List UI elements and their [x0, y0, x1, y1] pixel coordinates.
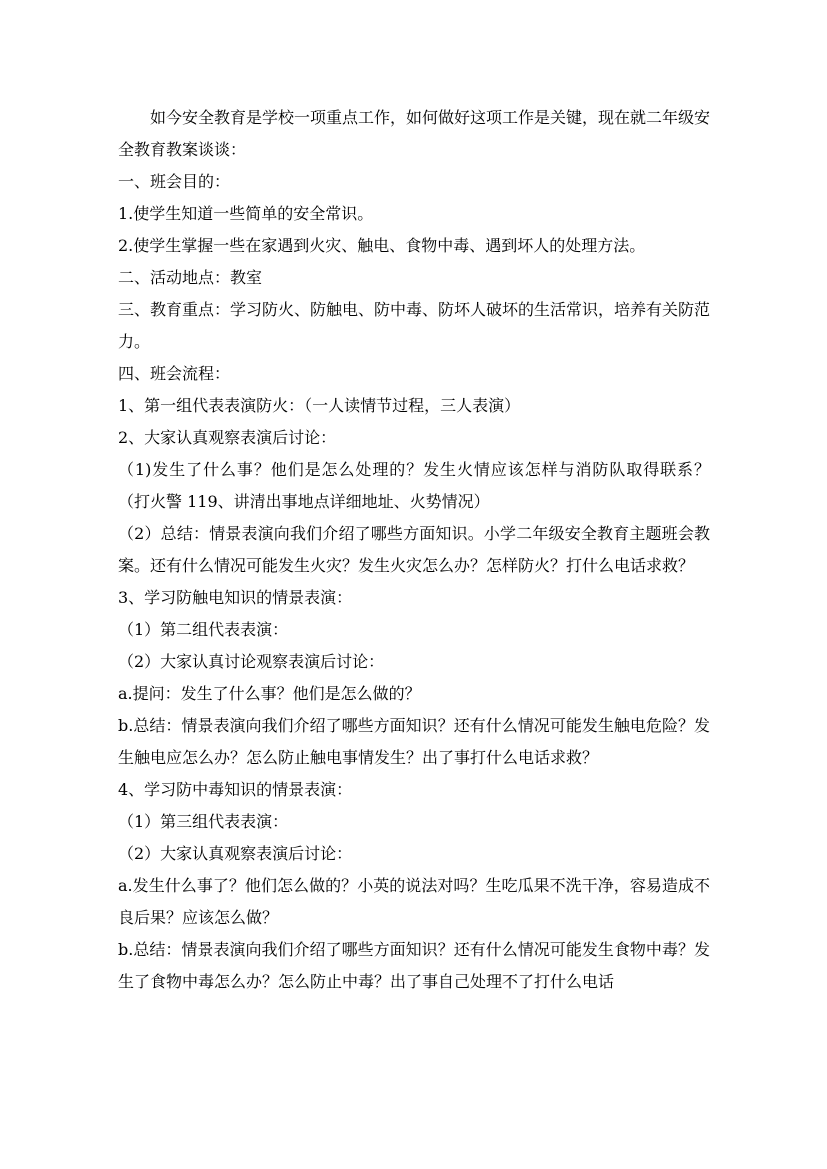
- process-step-3-question: a.提问：发生了什么事？他们是怎么做的？: [118, 684, 421, 703]
- objective-item-1: 1.使学生知道一些简单的安全常识。: [118, 204, 374, 223]
- process-step-4-summary: b.总结：情景表演向我们介绍了哪些方面知识？还有什么情况可能发生食物中毒？发生了食物中毒怎么办？怎么防止中毒？出了事自己处理不了打什么电话: [118, 940, 710, 991]
- process-step-2-question: （1)发生了什么事？他们是怎么处理的？发生火情应该怎样与消防队取得联系？（打火警 119、讲清出事地点详细地址、火势情况）: [118, 460, 710, 511]
- section-heading-objective: 一、班会目的：: [118, 172, 231, 191]
- objective-item-2: 2.使学生掌握一些在家遇到火灾、触电、食物中毒、遇到坏人的处理方法。: [118, 236, 646, 255]
- process-step-4-performance: （1）第三组代表表演：: [118, 812, 289, 831]
- process-step-3: 3、学习防触电知识的情景表演：: [118, 588, 353, 607]
- process-step-4: 4、学习防中毒知识的情景表演：: [118, 780, 353, 799]
- intro-paragraph: 如今安全教育是学校一项重点工作，如何做好这项工作是关键，现在就二年级安全教育教案谈谈：: [118, 108, 711, 159]
- process-step-1: 1、第一组代表表演防火：（一人读情节过程，三人表演）: [118, 396, 521, 415]
- process-step-3-summary: b.总结：情景表演向我们介绍了哪些方面知识？还有什么情况可能发生触电危险？发生触电应怎么办？怎么防止触电事情发生？出了事打什么电话求救？: [118, 716, 710, 767]
- process-step-4-discussion: （2）大家认真观察表演后讨论：: [118, 844, 353, 863]
- document-body: [118, 102, 710, 998]
- process-step-2-summary: （2）总结：情景表演向我们介绍了哪些方面知识。小学二年级安全教育主题班会教案。还有什么情况可能发生火灾？发生火灾怎么办？怎样防火？打什么电话求救？: [118, 524, 710, 575]
- section-heading-location: 二、活动地点：教室: [118, 268, 263, 287]
- process-step-4-question: a.发生什么事了？他们怎么做的？小英的说法对吗？生吃瓜果不洗干净，容易造成不良后果？应该怎么做？: [118, 876, 710, 927]
- process-step-2: 2、大家认真观察表演后讨论：: [118, 428, 337, 447]
- section-heading-focus: 三、教育重点：学习防火、防触电、防中毒、防坏人破坏的生活常识，培养有关防范力。: [118, 300, 711, 351]
- process-step-3-performance: （1）第二组代表表演：: [118, 620, 289, 639]
- process-step-3-discussion: （2）大家认真讨论观察表演后讨论：: [118, 652, 385, 671]
- section-heading-process: 四、班会流程：: [118, 364, 231, 383]
